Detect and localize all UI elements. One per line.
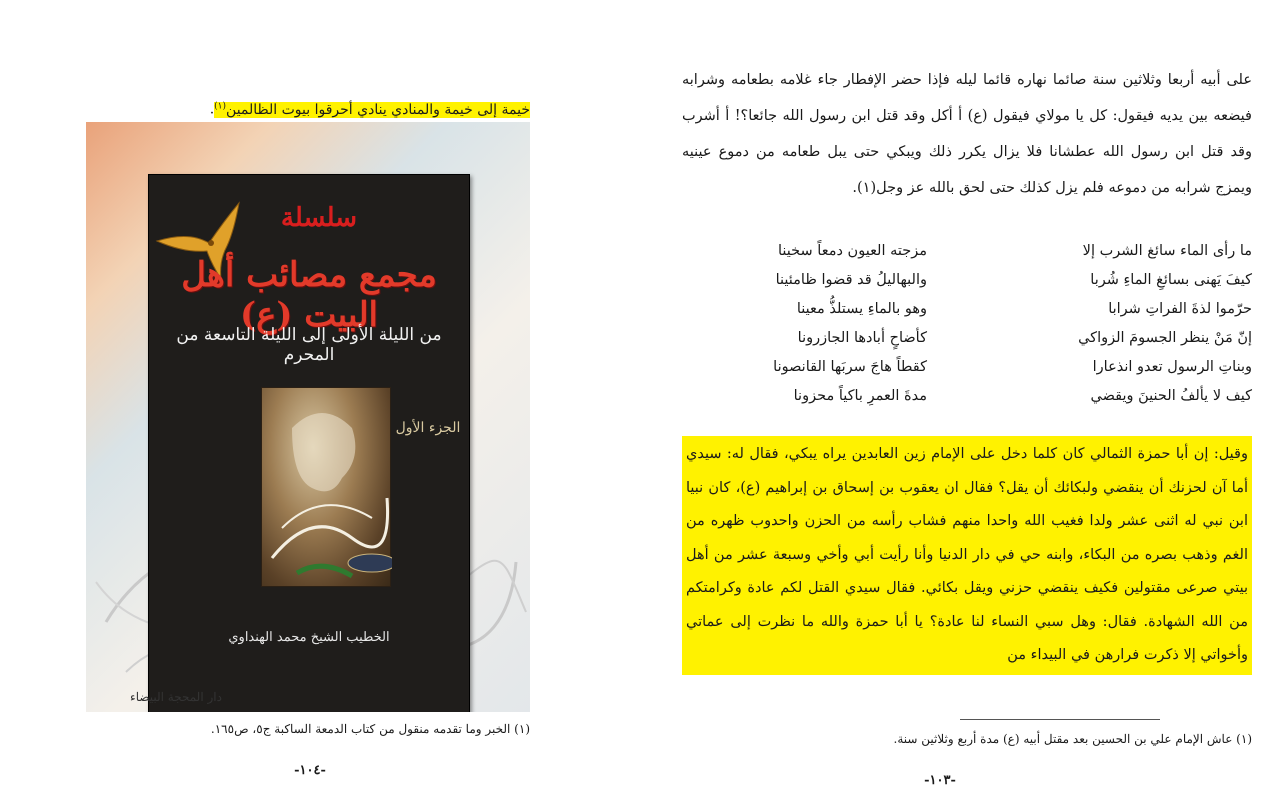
poem xyxy=(682,236,1252,410)
poem-first-hemistich: إنّ مَنْ ينظر الجسومَ الزواكي xyxy=(1078,329,1252,346)
poem-verse xyxy=(682,323,1252,352)
left-page xyxy=(0,0,620,805)
cover-subtitle: من الليلة الأولى إلى الليلة التاسعة من المحرم xyxy=(176,325,442,365)
highlighted-text: وقيل: إن أبا حمزة الثمالي كان كلما دخل على الإمام زين العابدين يراه يبكي، فقال له: سيدي أما آن لحزنك أن ينقضي ولبكائك أن يقل؟ فقال ان يعقوب بن إسحاق بن إبراهيم (ع)، كان نبيا ابن نبي له اثنى عشر ولدا فغيب الله واحدا منهم فشاب رأسه من الحزن واحدوب ظهره من الغم وذهب بصره من البكاء، وابنه حي في دار الدنيا وأنا رأيت أبي وأخي وسبعة عشر من أهل بيتي صرعى مقتولين فكيف ينقضي حزني ويقل بكائي. فقال سيدي القتل لكم عادة وكرامتكم من الله الشهادة. فقال: وهل سبي النساء لنا عادة؟ يا أبا حمزة والله ما نظرت إلى عماتي وأخواتي إلا ذكرت فرارهن في البيداء من xyxy=(682,436,1252,675)
cover-publisher: دار المحجة البيضاء xyxy=(130,690,222,704)
cover-title: مجمع مصائب أهل البيت (ع) xyxy=(181,255,437,335)
book-cover-image xyxy=(86,122,530,712)
left-footnote: (١) الخبر وما تقدمه منقول من كتاب الدمعة الساكبة ج٥، ص١٦٥. xyxy=(210,722,530,736)
left-top-line-text: خيمة إلى خيمة والمنادي ينادي أحرقوا بيوت الظالمين$^{(١)}$ xyxy=(214,101,530,118)
poem-first-hemistich: كيفَ يَهنى بسائغِ الماءِ شُربا xyxy=(1090,271,1252,288)
left-page-number: -١٠٤- xyxy=(294,763,326,778)
right-page-number: -١٠٣- xyxy=(924,773,956,788)
cover-artwork xyxy=(261,387,391,587)
left-top-line: خيمة إلى خيمة والمنادي ينادي أحرقوا بيوت الظالمين$^{(١)}$. xyxy=(209,101,530,118)
cover-author: الخطيب الشيخ محمد الهنداوي xyxy=(228,630,390,645)
right-paragraph-top: على أبيه أربعا وثلاثين سنة صائما نهاره قائما ليله فإذا حضر الإفطار جاء غلامه بطعامه وشرابه فيضعه بين يديه فيقول: كل يا مولاي فيقول (ع) أ أكل وقد قتل ابن رسول الله جائعا؟! أ أشرب وقد قتل ابن رسول الله عطشانا فلا يزال يكرر ذلك ويبكي حتى يبل طعامه من دموع عينيه ويمزج شرابه من دموعه فلم يزل كذلك حتى لحق بالله عز وجل(١). xyxy=(682,72,1252,196)
horse-calligraphy-art xyxy=(262,388,392,588)
right-footnote: (١) عاش الإمام علي بن الحسين بعد مقتل أبيه (ع) مدة أربع وثلاثين سنة. xyxy=(893,732,1252,746)
poem-second-hemistich: وهو بالماءِ يستلذُّ معينا xyxy=(796,300,927,317)
poem-first-hemistich: ما رأى الماء سائغ الشرب إلا xyxy=(1082,242,1252,259)
cover-series-label: سلسلة xyxy=(280,203,358,233)
poem-first-hemistich: حرّموا لذةَ الفراتِ شرابا xyxy=(1108,300,1252,317)
poem-second-hemistich: مدةَ العمرِ باكياً محزونا xyxy=(793,387,927,404)
right-paragraph-highlighted xyxy=(682,436,1252,675)
poem-second-hemistich: مزجته العيون دمعاً سخينا xyxy=(778,242,927,259)
poem-first-hemistich: كيف لا يألفُ الحنينَ ويقضي xyxy=(1090,387,1252,404)
poem-verse xyxy=(682,265,1252,294)
footnote-divider xyxy=(960,719,1160,720)
poem-verse xyxy=(682,381,1252,410)
poem-second-hemistich: كقطاً هاجَ سربَها القانصونا xyxy=(773,358,927,375)
poem-first-hemistich: وبناتِ الرسول تعدو انذعارا xyxy=(1092,358,1252,375)
poem-verse xyxy=(682,352,1252,381)
poem-second-hemistich: والبهاليلُ قد قضوا ظامئينا xyxy=(775,271,927,288)
right-page xyxy=(640,0,1280,805)
poem-second-hemistich: كأضاحٍ أبادها الجازرونا xyxy=(797,329,927,346)
cover-book-front xyxy=(148,174,470,712)
poem-verse xyxy=(682,236,1252,265)
poem-verse xyxy=(682,294,1252,323)
cover-volume-label: الجزء الأول xyxy=(395,420,461,436)
